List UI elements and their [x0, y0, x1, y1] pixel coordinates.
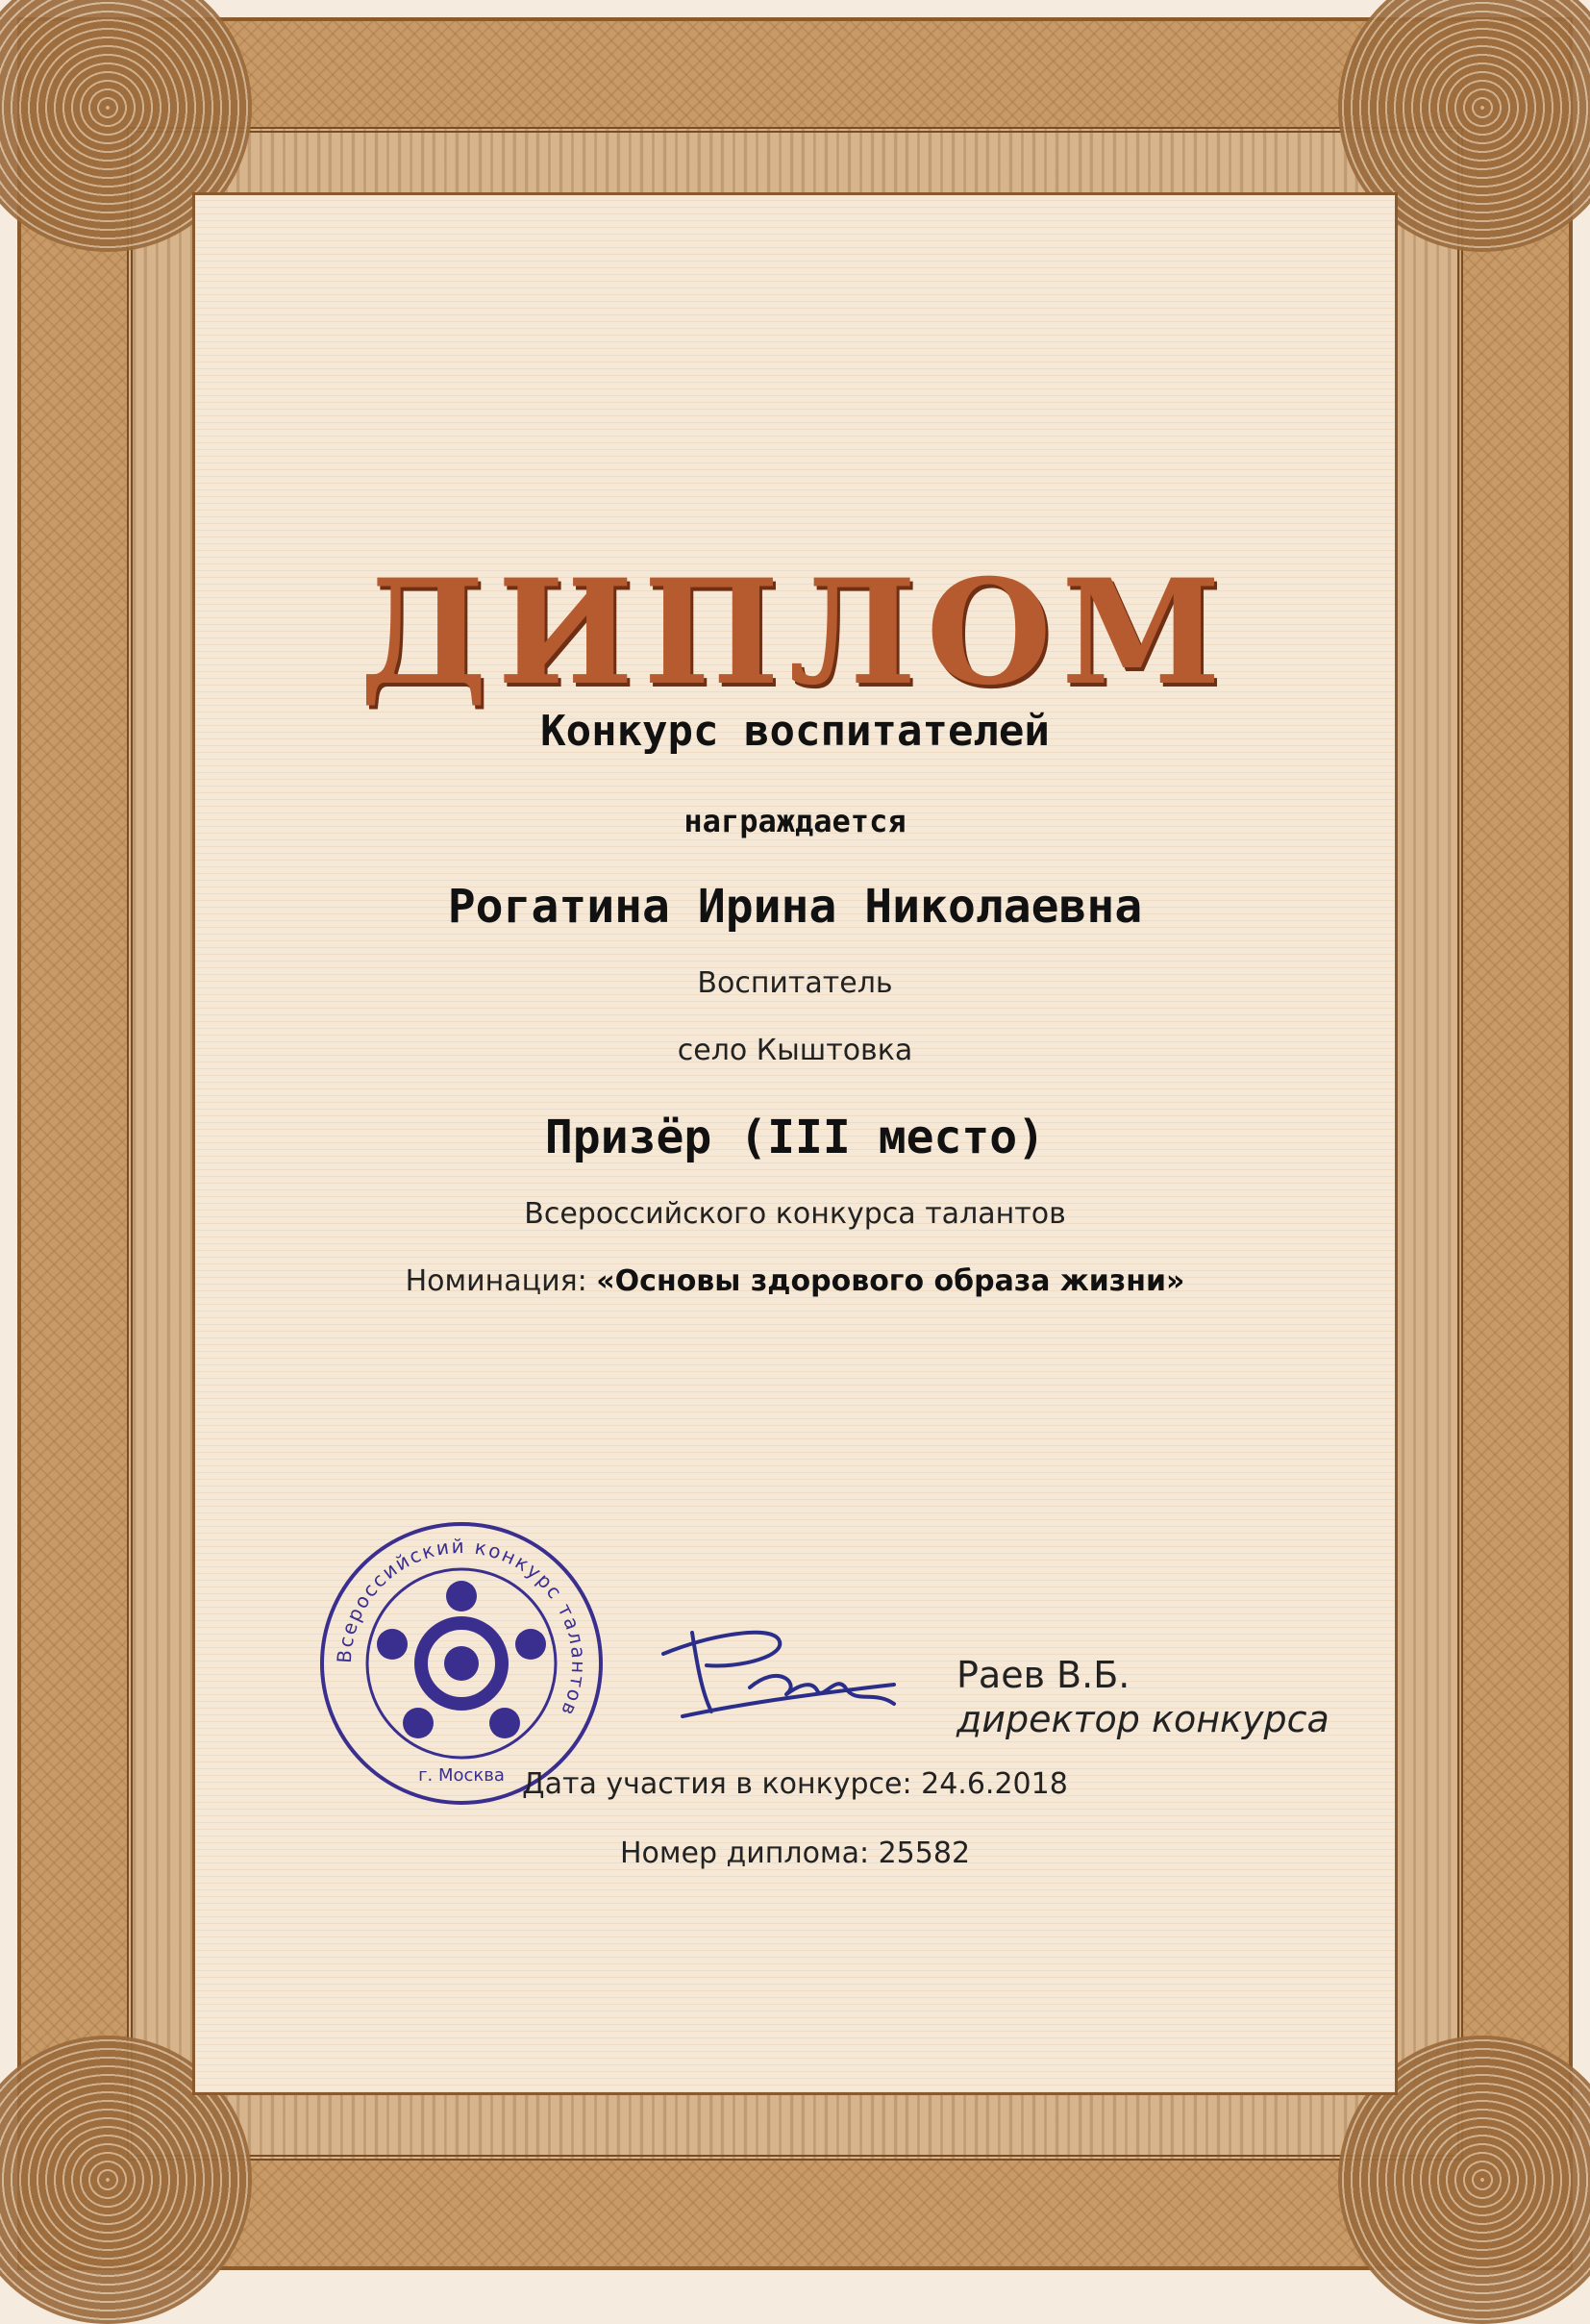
award-place: Призёр (III место) [544, 1111, 1046, 1164]
competition-name: Всероссийского конкурса талантов [524, 1197, 1066, 1231]
signer-role: директор конкурса [956, 1698, 1329, 1740]
recipient-name: Рогатина Ирина Николаевна [447, 880, 1143, 934]
signer-block [956, 1654, 1329, 1740]
recipient-location: село Кыштовка [677, 1034, 913, 1067]
awarded-label: награждается [683, 803, 907, 839]
participation-date: Дата участия в конкурсе: 24.6.2018 [522, 1767, 1068, 1801]
seal-stamp [317, 1519, 606, 1808]
nomination-value: «Основы здорового образа жизни» [596, 1264, 1185, 1298]
contest-name: Конкурс воспитателей [540, 707, 1050, 756]
nomination-label: Номинация: [405, 1264, 587, 1298]
signer-name: Раев В.Б. [956, 1654, 1130, 1696]
seal-city: г. Москва [418, 1765, 505, 1786]
nomination [192, 1264, 1398, 1298]
seal-ring-text: Всероссийский конкурс талантов [332, 1534, 591, 1721]
diploma-number: Номер диплома: 25582 [619, 1837, 971, 1870]
signature [654, 1596, 904, 1731]
recipient-position: Воспитатель [697, 966, 893, 1000]
seal-emblem [377, 1581, 546, 1738]
diploma-title: ДИПЛОМ [359, 548, 1231, 717]
diploma-content [192, 192, 1398, 2095]
